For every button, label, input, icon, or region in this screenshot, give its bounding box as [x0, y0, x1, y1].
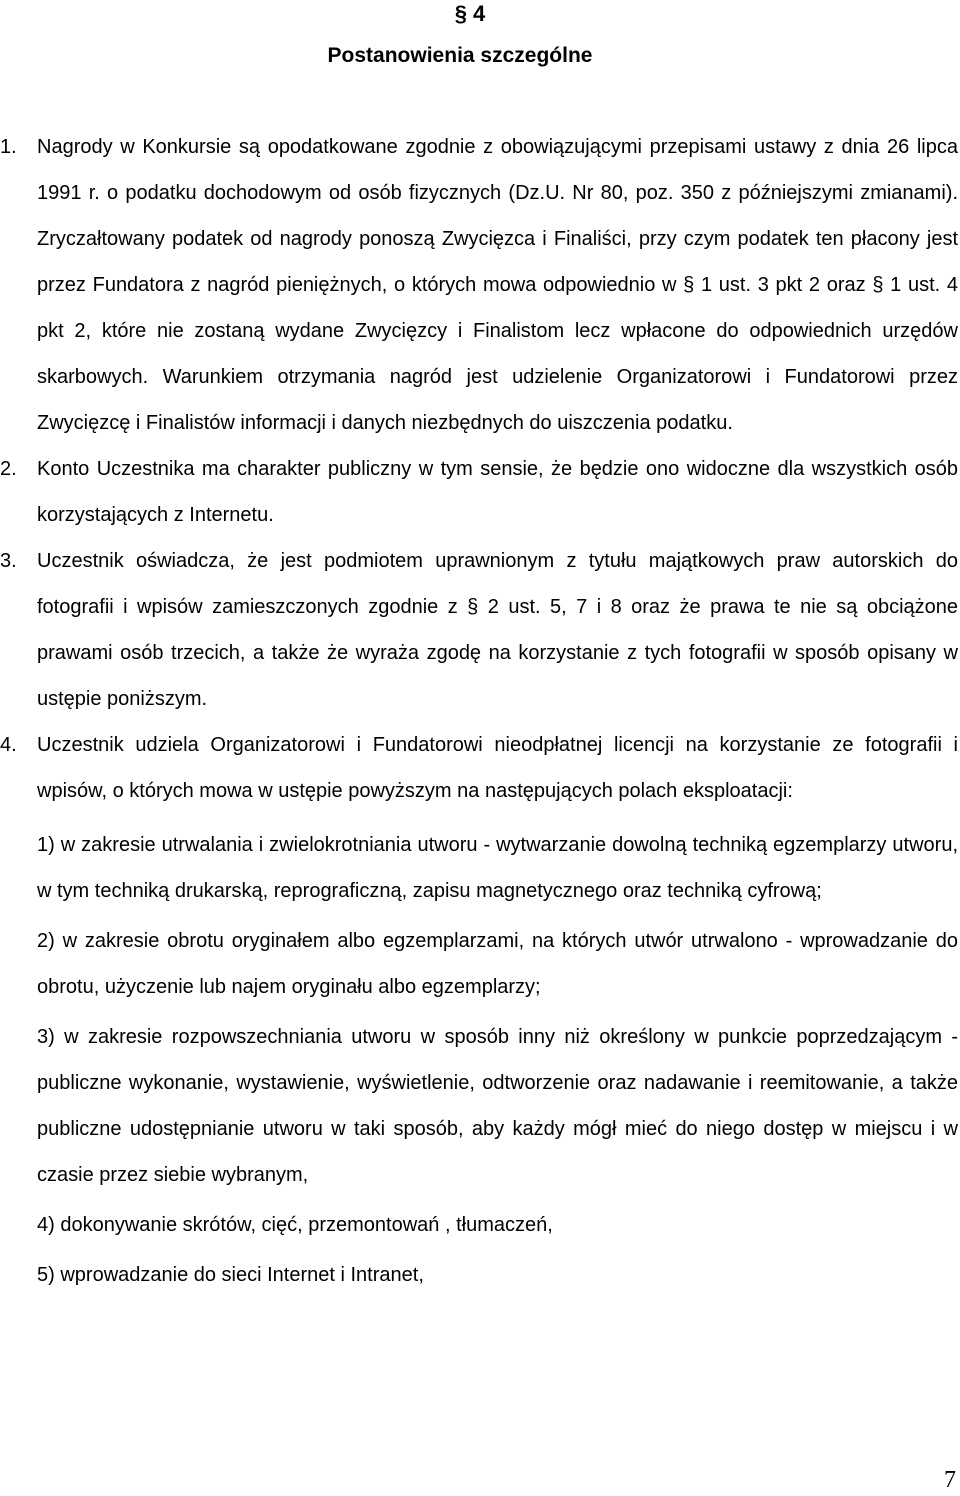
page-number: 7 — [944, 1467, 956, 1493]
paragraph-text: Nagrody w Konkursie są opodatkowane zgodnie z obowiązującymi przepisami ustawy z dnia 26 lipca 1991 r. o podatku dochodowym od osób fizycznych (Dz.U. Nr 80, poz. 350 z późniejszymi zmianami). Zryczałtowany podatek od nagrody ponoszą Zwycięzca i Finaliści, przy czym podatek ten płacony jest przez Fundatora z nagród pieniężnych, o których mowa odpowiednio w § 1 ust. 3 pkt 2 oraz § 1 ust. 4 pkt 2, które nie zostaną wydane Zwycięzcy i Finalistom lecz wpłacone do odpowiednich urzędów skarbowych. Warunkiem otrzymania nagród jest udzielenie Organizatorowi i Fundatorowi przez Zwycięzcę i Finalistów informacji i danych niezbędnych do uiszczenia podatku. — [37, 136, 958, 434]
paragraph-3 — [0, 538, 960, 722]
paragraph-4 — [0, 722, 960, 814]
paragraph-text: Uczestnik oświadcza, że jest podmiotem uprawnionym z tytułu majątkowych praw autorskich do fotografii i wpisów zamieszczonych zgodnie z § 2 ust. 5, 7 i 8 oraz że prawa te nie są obciążone prawami osób trzecich, a także że wyraża zgodę na korzystanie z tych fotografii w sposób opisany w ustępie poniższym. — [37, 550, 958, 710]
paragraph-text: Uczestnik udziela Organizatorowi i Fundatorowi nieodpłatnej licencji na korzystanie ze fotografii i wpisów, o których mowa w ustępie powyższym na następujących polach eksploatacji: — [37, 734, 958, 802]
license-field-1: 1) w zakresie utrwalania i zwielokrotniania utworu - wytwarzanie dowolną techniką egzemplarzy utworu, w tym techniką drukarską, reprograficzną, zapisu magnetycznego oraz techniką cyfrową; — [37, 834, 958, 902]
license-field-3: 3) w zakresie rozpowszechniania utworu w sposób inny niż określony w punkcie poprzedzającym - publiczne wykonanie, wystawienie, wyświetlenie, odtworzenie oraz nadawanie i reemitowanie, a także publiczne udostępnianie utworu w taki sposób, aby każdy mógł mieć do niego dostęp w miejscu i w czasie przez siebie wybranym, — [37, 1026, 958, 1186]
document-body — [0, 124, 960, 1298]
paragraph-2 — [0, 446, 960, 538]
license-field-4: 4) dokonywanie skrótów, cięć, przemontowań , tłumaczeń, — [37, 1214, 553, 1236]
paragraph-1 — [0, 124, 960, 446]
paragraph-text: Konto Uczestnika ma charakter publiczny w tym sensie, że będzie ono widoczne dla wszystkich osób korzystających z Internetu. — [37, 458, 958, 526]
paragraph-number: 1. — [0, 136, 17, 158]
paragraph-number: 3. — [0, 550, 17, 572]
paragraph-number: 4. — [0, 734, 17, 756]
license-field-5: 5) wprowadzanie do sieci Internet i Intranet, — [37, 1264, 424, 1286]
paragraph-number: 2. — [0, 458, 17, 480]
section-title: Postanowienia szczególne — [327, 44, 593, 67]
license-field-2: 2) w zakresie obrotu oryginałem albo egzemplarzami, na których utwór utrwalono - wprowadzanie do obrotu, użyczenie lub najem oryginału albo egzemplarzy; — [37, 930, 958, 998]
section-symbol: § 4 — [454, 1, 486, 26]
